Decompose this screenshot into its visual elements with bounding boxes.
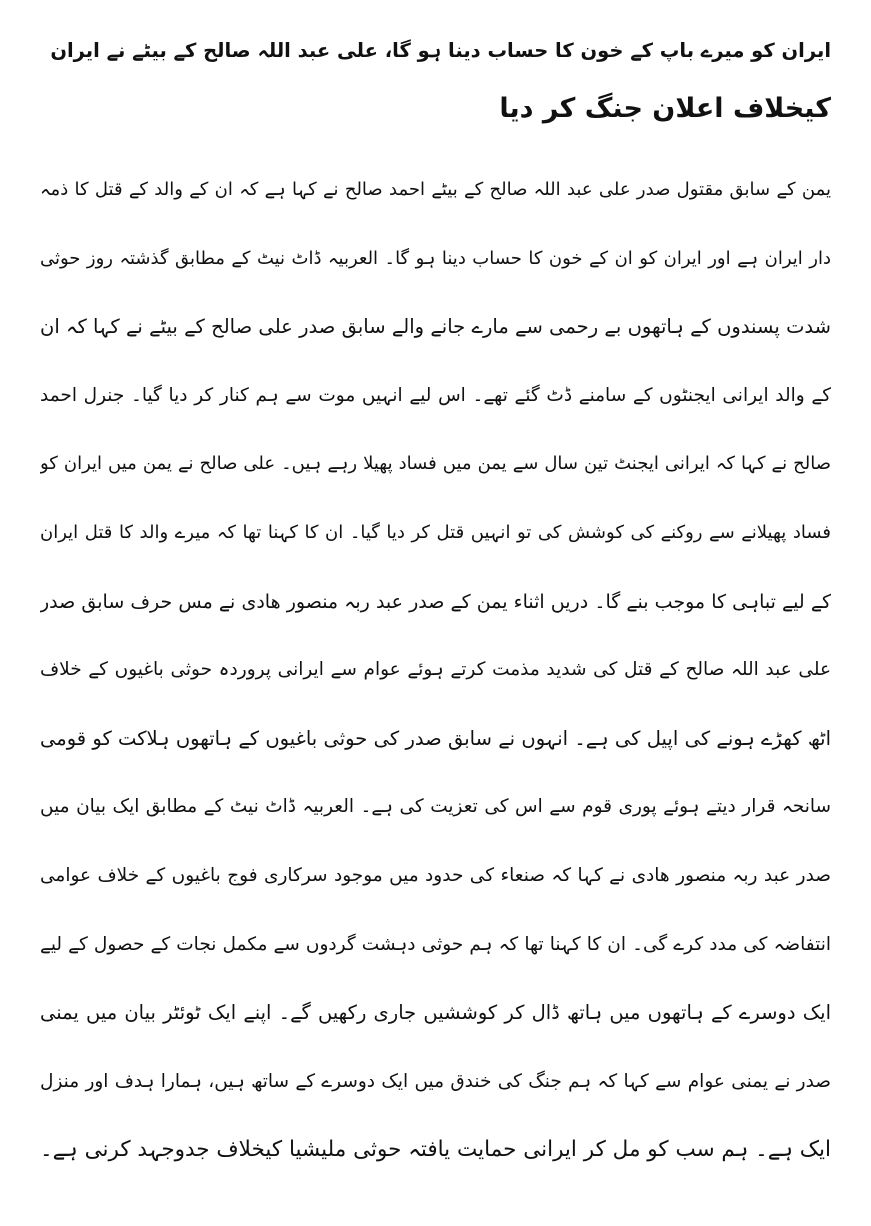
- body-line: اٹھ کھڑے ہونے کی اپیل کی ہے۔ انہوں نے سابق صدر کی حوثی باغیوں کے ہاتھوں ہلاکت کو قومی: [40, 726, 831, 750]
- article-headline: [40, 22, 831, 138]
- body-line: صدر عبد ربہ منصور ھادی نے کہا کہ صنعاء کی حدود میں موجود سرکاری فوج باغیوں کے خلاف عوامی: [40, 864, 831, 886]
- body-line: علی عبد اللہ صالح کے قتل کی شدید مذمت کرتے ہوئے عوام سے ایرانی پروردہ حوثی باغیوں کے خلاف: [40, 659, 831, 681]
- body-line: فساد پھیلانے سے روکنے کی کوشش کی تو انہیں قتل کر دیا گیا۔ ان کا کہنا تھا کہ میرے والد کا قتل ایران: [40, 521, 831, 543]
- body-line: شدت پسندوں کے ہاتھوں بے رحمی سے مارے جانے والے سابق صدر علی صالح کے بیٹے نے کہا کہ ان: [40, 315, 831, 339]
- body-line: ایک ہے۔ ہم سب کو مل کر ایرانی حمایت یافتہ حوثی ملیشیا کیخلاف جدوجہد کرنی ہے۔: [40, 1137, 831, 1163]
- body-line: صدر نے یمنی عوام سے کہا کہ ہم جنگ کی خندق میں ایک دوسرے کے ساتھ ہیں، ہمارا ہدف اور منزل: [40, 1070, 831, 1092]
- body-line: انتفاضہ کی مدد کرے گی۔ ان کا کہنا تھا کہ ہم حوثی دہشت گردوں سے مکمل نجات کے حصول کے لیے: [40, 933, 831, 955]
- headline-line: ایران کو میرے باپ کے خون کا حساب دینا ہو گا، علی عبد اللہ صالح کے بیٹے نے ایران: [50, 39, 831, 62]
- body-line: کے لیے تباہی کا موجب بنے گا۔ دریں اثناء یمن کے صدر عبد ربہ منصور ھادی نے مس حرف سابق صدر: [40, 590, 831, 613]
- headline-line: کیخلاف اعلان جنگ کر دیا: [499, 93, 831, 124]
- body-line: دار ایران ہے اور ایران کو ان کے خون کا حساب دینا ہو گا۔ العربیہ ڈاٹ نیٹ کے مطابق گذشتہ روز حوثی: [40, 247, 831, 269]
- body-line: ایک دوسرے کے ہاتھوں میں ہاتھ ڈال کر کوششیں جاری رکھیں گے۔ اپنے ایک ٹوئٹر بیان میں یمنی: [40, 1001, 831, 1025]
- body-line: صالح نے کہا کہ ایرانی ایجنٹ تین سال سے یمن میں فساد پھیلا رہے ہیں۔ علی صالح نے یمن میں ایران کو: [40, 453, 831, 475]
- body-line: کے والد ایرانی ایجنٹوں کے سامنے ڈٹ گئے تھے۔ اس لیے انہیں موت سے ہم کنار کر دیا گیا۔ جنرل احمد: [40, 384, 831, 406]
- article-body: [40, 156, 831, 1185]
- body-line: یمن کے سابق مقتول صدر علی عبد اللہ صالح کے بیٹے احمد صالح نے کہا ہے کہ ان کے والد کے قتل کا ذمہ: [40, 179, 831, 200]
- body-line: سانحہ قرار دیتے ہوئے پوری قوم سے اس کی تعزیت کی ہے۔ العربیہ ڈاٹ نیٹ کے مطابق ایک بیان میں: [40, 796, 831, 818]
